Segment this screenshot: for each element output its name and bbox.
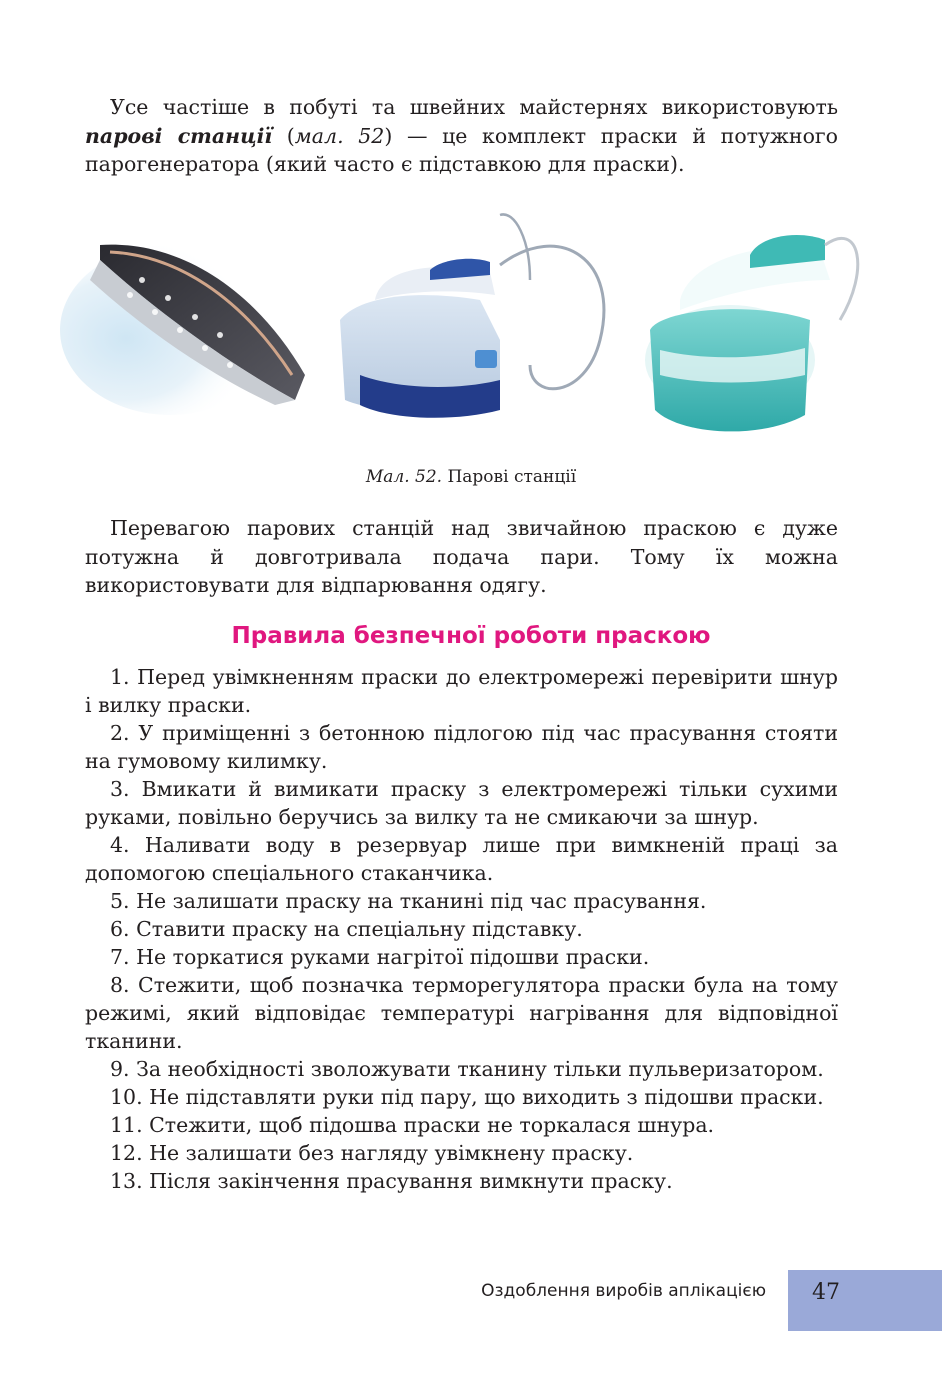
page-number: 47 [812, 1280, 840, 1305]
safety-rules-list [85, 663, 838, 1195]
page-number-box [788, 1270, 942, 1331]
rule-item: 11. Стежити, щоб підошва праски не торкалася шнура. [110, 1113, 715, 1137]
intro-paragraph [85, 93, 838, 179]
intro-term: парові станції [85, 123, 273, 148]
figure-caption-text: Парові станції [447, 467, 577, 487]
figure-caption [0, 465, 942, 489]
intro-text-open: ( [272, 123, 295, 148]
rule-item: 8. Стежити, щоб позначка терморегулятора праски була на тому режимі, який відповідає температурі нагрівання для відповідної тканини. [85, 973, 838, 1053]
advantage-paragraph: Перевагою парових станцій над звичайною праскою є дуже потужна й довготривала подача пари. Тому їх можна використовувати для відпарювання одягу. [85, 516, 838, 597]
figure-label: Мал. 52. [365, 467, 443, 487]
rule-item: 10. Не підставляти руки під пару, що виходить з підошви праски. [110, 1085, 824, 1109]
intro-text: Усе частіше в побуті та швейних майстернях використовують [110, 95, 838, 119]
rule-item: 4. Наливати воду в резервуар лише при вимкненій праці за допомогою спеціального стаканчика. [85, 833, 838, 885]
intro-text-rest: ) — це комплект праски й потужного парогенератора (який часто є підставкою для праски). [85, 123, 839, 176]
rule-item: 13. Після закінчення прасування вимкнути праску. [110, 1169, 673, 1193]
section-heading: Правила безпечної роботи праскою [231, 623, 711, 649]
chapter-title: Оздоблення виробів аплікацією [481, 1281, 766, 1301]
rule-item: 2. У приміщенні з бетонною підлогою під час прасування стояти на гумовому килимку. [85, 721, 838, 773]
rule-item: 12. Не залишати без нагляду увімкнену праску. [110, 1141, 634, 1165]
figure-reference: мал. 52 [294, 123, 385, 148]
rule-item: 1. Перед увімкненням праски до електромережі перевірити шнур і вилку праски. [85, 665, 838, 717]
rule-item: 7. Не торкатися руками нагрітої підошви праски. [110, 945, 650, 969]
steam-stations-figure [60, 200, 860, 455]
iron-with-steam-image [60, 245, 305, 415]
blue-steam-station-image [340, 214, 604, 417]
rule-item: 6. Ставити праску на спеціальну підставку. [110, 917, 583, 941]
rule-item: 3. Вмикати й вимикати праску з електромережі тільки сухими руками, повільно беручись за вилку та не смикаючи за шнур. [85, 777, 838, 829]
rule-item: 9. За необхідності зволожувати тканину тільки пульверизатором. [110, 1057, 824, 1081]
teal-steam-station-image [645, 235, 858, 431]
rule-item: 5. Не залишати праску на тканині під час прасування. [110, 889, 707, 913]
